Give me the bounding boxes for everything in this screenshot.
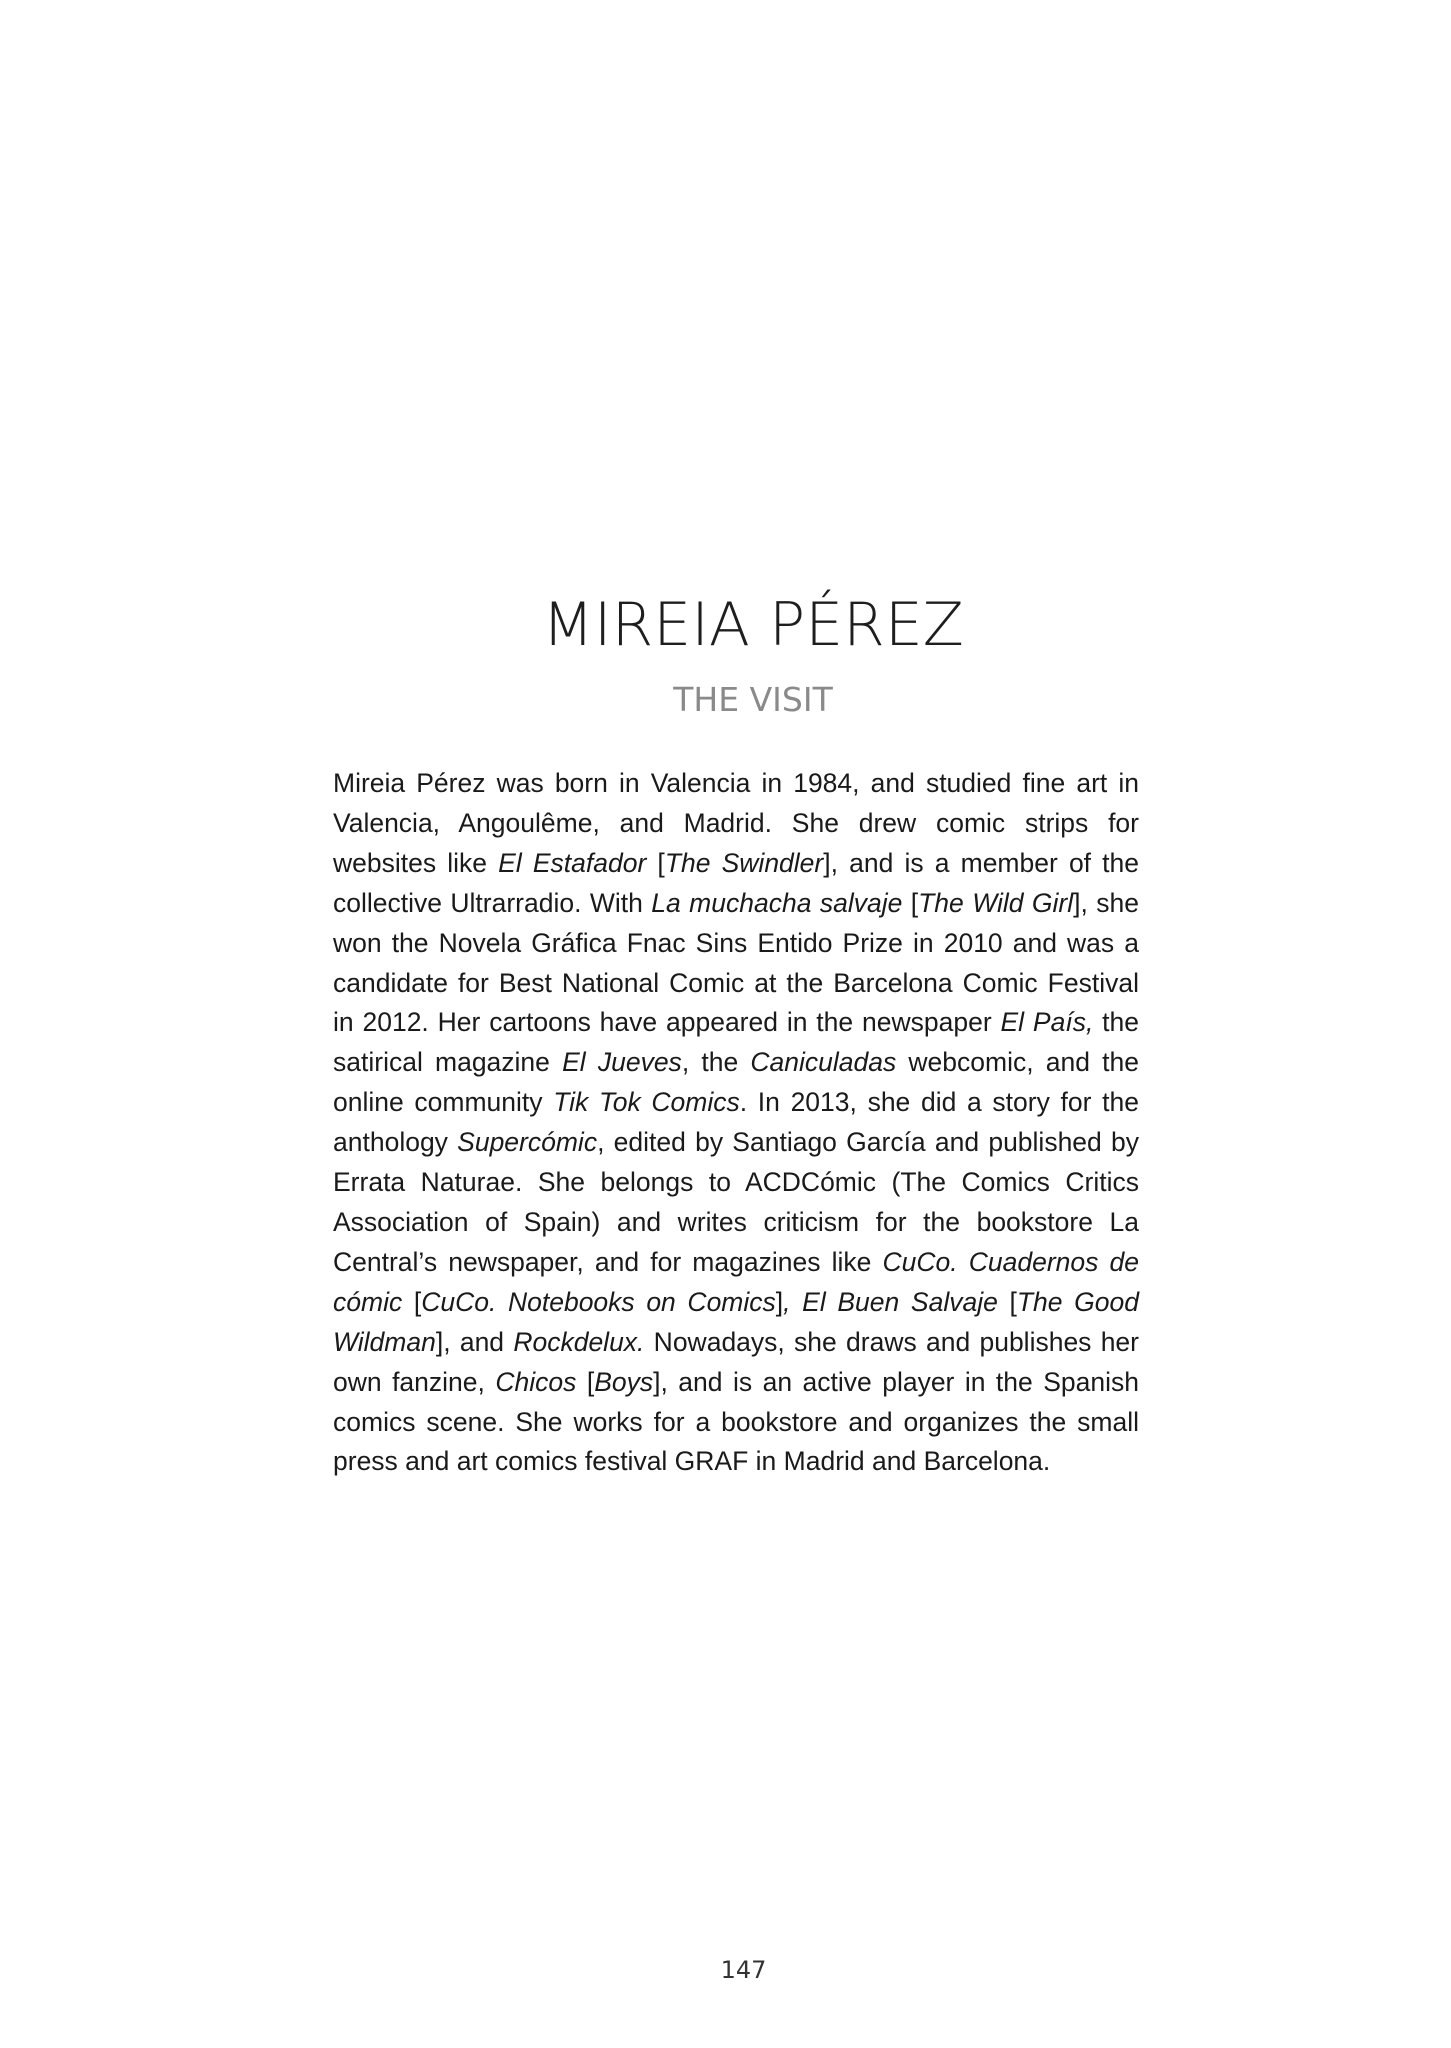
italic-title-text: The Good Wildman xyxy=(333,1286,1139,1357)
italic-title-text: Rockdelux. xyxy=(513,1326,645,1357)
bio-text: ], she won the Novela Gráfica Fnac Sins Entido Prize in 2010 and was a candidate for Best National Comic at the Barcelona Comic Festival in 2012. Her cartoons have appeared in the newspaper xyxy=(333,887,1139,1038)
bio-text: ], and is an active player in the Spanish comics scene. She works for a bookstore and organizes the small press and art comics festival GRAF in Madrid and Barcelona. xyxy=(333,1366,1139,1477)
bio-text: , the xyxy=(681,1047,751,1078)
italic-title-text: El Jueves xyxy=(562,1047,682,1078)
bio-text: [ xyxy=(646,847,665,878)
italic-title-text: Tik Tok Comics xyxy=(553,1087,740,1118)
bio-text: , edited by Santiago García and published by Errata Naturae. She belongs to ACDCómic (The Comics Critics Association of Spain) and writes criticism for the bookstore La Central’s newspaper, and for magazines like xyxy=(333,1127,1139,1277)
artist-name-heading: MIREIA PÉREZ xyxy=(542,590,964,660)
bio-text: ], and is a member of the collective Ultrarradio. With xyxy=(333,847,1140,918)
bio-text: [ xyxy=(576,1366,595,1397)
bio-text: Nowadays, she draws and publishes her own fanzine, xyxy=(333,1326,1139,1397)
italic-title-text: Caniculadas xyxy=(750,1047,897,1078)
bio-text: . In 2013, she did a story for the anthology xyxy=(333,1087,1139,1158)
bio-text: ] xyxy=(775,1286,784,1317)
italic-title-text: El Estafador xyxy=(498,847,647,878)
bio-text: ], and xyxy=(435,1326,514,1357)
bio-text: the satirical magazine xyxy=(333,1007,1140,1078)
story-title-subheading: THE VISIT xyxy=(673,680,833,719)
page-number: 147 xyxy=(720,1956,767,1984)
italic-title-text: CuCo. Notebooks on Comics xyxy=(421,1286,776,1317)
italic-title-text: Supercómic xyxy=(457,1127,598,1158)
italic-title-text: La muchacha salvaje xyxy=(651,887,903,918)
italic-title-text: The Swindler xyxy=(664,847,824,878)
artist-biography-paragraph xyxy=(333,764,1139,1482)
italic-title-text: Chicos xyxy=(495,1366,577,1397)
italic-title-text: El País, xyxy=(1000,1007,1094,1038)
bio-text: webcomic, and the online community xyxy=(333,1047,1140,1118)
bio-text: [ xyxy=(902,887,919,918)
bio-text: [ xyxy=(997,1286,1017,1317)
bio-text: [ xyxy=(402,1286,422,1317)
bio-text: Mireia Pérez was born in Valencia in 1984, and studied fine art in Valencia, Angoulême, and Madrid. She drew comic strips for websites like xyxy=(333,768,1139,878)
italic-title-text: The Wild Girl xyxy=(918,887,1074,918)
italic-title-text: CuCo. Cuadernos de cómic xyxy=(333,1246,1139,1317)
italic-title-text: Boys xyxy=(594,1366,654,1397)
italic-title-text: , El Buen Salvaje xyxy=(783,1286,998,1317)
